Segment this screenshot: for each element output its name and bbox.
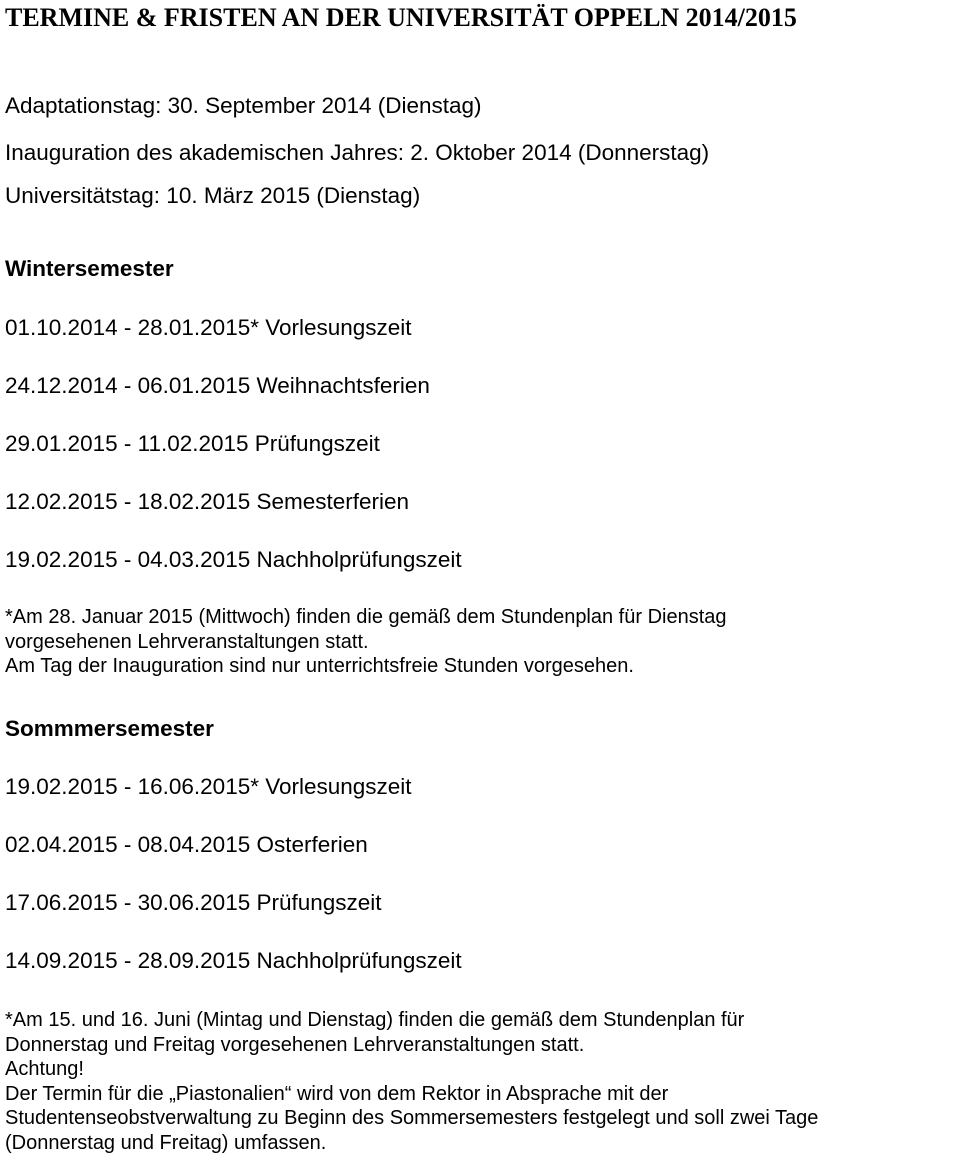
summer-semester-heading: Sommmersemester (5, 716, 214, 741)
summer-notes (5, 1008, 955, 1155)
summer-entry-exam-period: 17.06.2015 - 30.06.2015 Prüfungszeit (5, 890, 382, 915)
page-title: TERMINE & FRISTEN AN DER UNIVERSITÄT OPPELN 2014/2015 (5, 3, 797, 32)
summer-note-line: Donnerstag und Freitag vorgesehenen Lehrveranstaltungen statt. (5, 1033, 585, 1056)
winter-note-line: *Am 28. Januar 2015 (Mittwoch) finden die gemäß dem Stundenplan für Dienstag (5, 606, 727, 628)
general-date-inauguration: Inauguration des akademischen Jahres: 2. Oktober 2014 (Donnerstag) (5, 140, 710, 165)
summer-note-line: *Am 15. und 16. Juni (Mintag und Dienstag) finden die gemäß dem Stundenplan für (5, 1009, 745, 1031)
summer-note-line: Der Termin für die „Piastonalien“ wird von dem Rektor in Absprache mit der (5, 1082, 669, 1105)
summer-entry-easter-break: 02.04.2015 - 08.04.2015 Osterferien (5, 832, 368, 857)
summer-note-line: (Donnerstag und Freitag) umfassen. (5, 1131, 327, 1154)
winter-entry-christmas-break: 24.12.2014 - 06.01.2015 Weihnachtsferien (5, 373, 430, 398)
summer-entry-resit-period: 14.09.2015 - 28.09.2015 Nachholprüfungszeit (5, 948, 462, 973)
winter-notes (5, 605, 955, 679)
winter-entry-lecture-period: 01.10.2014 - 28.01.2015* Vorlesungszeit (5, 315, 412, 340)
winter-entry-resit-period: 19.02.2015 - 04.03.2015 Nachholprüfungszeit (5, 547, 462, 572)
attention-note: Achtung! (5, 1058, 84, 1080)
winter-entry-exam-period: 29.01.2015 - 11.02.2015 Prüfungszeit (5, 431, 380, 456)
summer-note-line: Studentenseobstverwaltung zu Beginn des Sommersemesters festgelegt und soll zwei Tage (5, 1107, 819, 1129)
summer-entry-lecture-period: 19.02.2015 - 16.06.2015* Vorlesungszeit (5, 774, 412, 799)
winter-semester-heading: Wintersemester (5, 256, 174, 281)
winter-note-line: vorgesehenen Lehrveranstaltungen statt. (5, 630, 369, 653)
general-date-adaptation: Adaptationstag: 30. September 2014 (Dienstag) (5, 93, 482, 118)
winter-note-line: Am Tag der Inauguration sind nur unterrichtsfreie Stunden vorgesehen. (5, 655, 634, 677)
general-date-university-day: Universitätstag: 10. März 2015 (Dienstag) (5, 183, 421, 208)
winter-entry-semester-break: 12.02.2015 - 18.02.2015 Semesterferien (5, 489, 410, 514)
